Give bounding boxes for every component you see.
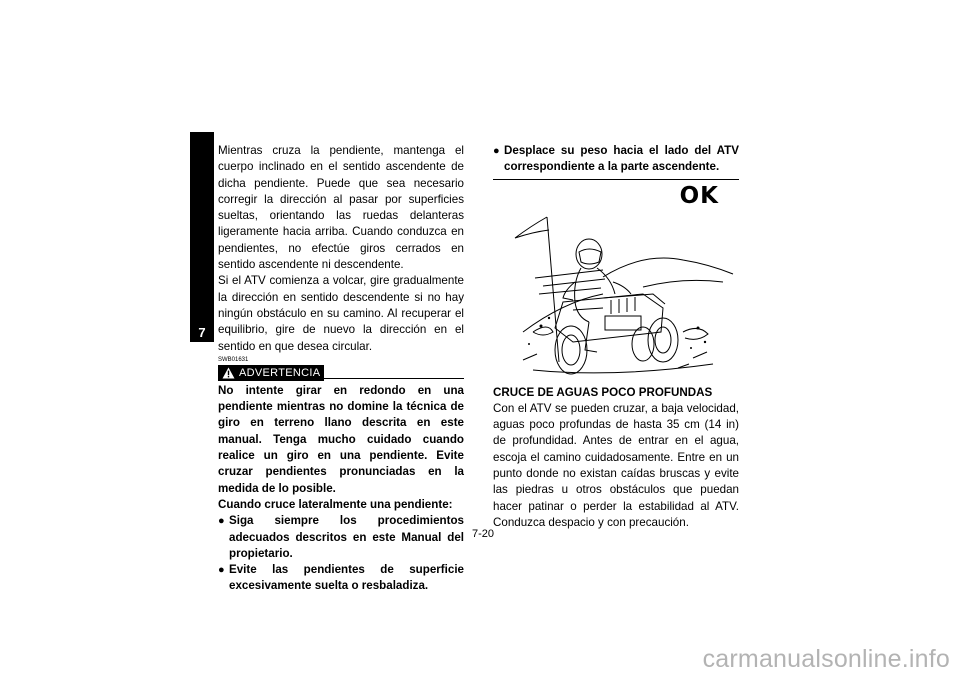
paragraph-slope-crossing: Mientras cruza la pendiente, mantenga el cuerpo inclinado en el sentido ascendente de dicha pendiente. Puede que sea necesario corregir la dirección al pasar por superficies sueltas, orientando las ruedas delanteras ligeramente hacia arriba. Cuando conduzca en pendientes, no efectúe giros cerrados en sentido ascendente ni descendente. — [218, 144, 464, 272]
warning-code: SWB01631 — [218, 356, 249, 363]
bullet-text: Desplace su peso hacia el lado del ATV correspondiente a la parte ascendente. — [504, 144, 739, 174]
watermark: carmanualsonline.info — [702, 645, 950, 673]
right-column — [493, 143, 739, 531]
warning-label: ADVERTENCIA — [239, 366, 321, 379]
left-column — [218, 143, 464, 595]
bullet-text: Evite las pendientes de superficie excesivamente suelta o resbaladiza. — [229, 563, 464, 593]
bullet-icon: ● — [218, 564, 225, 577]
warning-rule — [324, 378, 464, 379]
section-divider — [493, 179, 739, 180]
atv-illustration — [493, 182, 739, 382]
lateral-heading: Cuando cruce lateralmente una pendiente: — [218, 497, 453, 511]
list-item — [218, 562, 464, 595]
section-title: CRUCE DE AGUAS POCO PROFUNDAS — [493, 385, 713, 399]
section-text: Con el ATV se pueden cruzar, a baja velocidad, aguas poco profundas de hasta 35 cm (14 in) de profundidad. Antes de entrar en el agua, escoja el camino cuidadosamente. Entre en un punto donde no existan caídas bruscas y evite las piedras u otros obstáculos que puedan hacer patinar o perder la estabilidad al ATV. Conduzca despacio y con precaución. — [493, 401, 739, 529]
warning-triangle-icon — [222, 367, 235, 379]
bullet-text: Siga siempre los procedimientos adecuados descritos en este Manual del propietario. — [229, 514, 464, 560]
chapter-tab: 7 — [190, 132, 214, 342]
bullet-icon: ● — [218, 515, 225, 528]
atv-rider-drawing — [493, 182, 739, 382]
list-item — [218, 513, 464, 562]
figure-ok-label: OK — [679, 182, 719, 209]
bullet-icon: ● — [493, 145, 500, 157]
warning-text: No intente girar en redondo en una pendiente mientras no domine la técnica de giro en terreno llano descrita en este manual. Tenga mucho cuidado cuando realice un giro en una pendiente. Evite cruzar pendientes pronunciadas en la medida de lo posible. — [218, 383, 464, 495]
paragraph-tipping: Si el ATV comienza a volcar, gire gradualmente la dirección en sentido descendente si no hay ningún obstáculo en su camino. Al recuperar el equilibrio, gire de nuevo la dirección en el sentido en que desea circular. — [218, 274, 464, 353]
warning-badge — [218, 365, 324, 381]
warning-header — [218, 365, 464, 381]
list-item — [493, 143, 739, 176]
page-number: 7-20 — [471, 528, 495, 540]
